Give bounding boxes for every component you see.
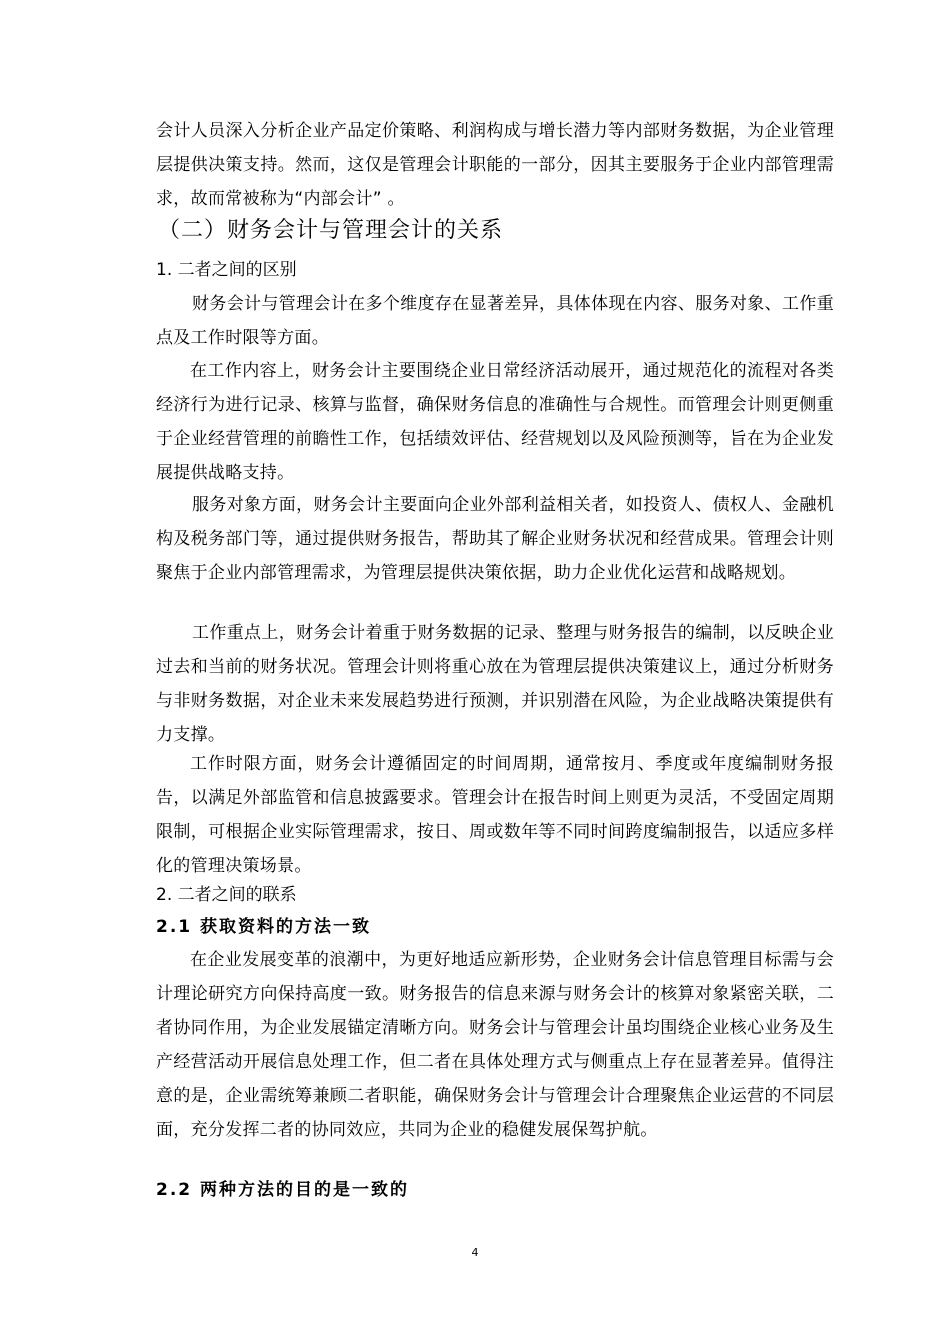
paragraph-differences-overview: 财务会计与管理会计在多个维度存在显著差异，具体体现在内容、服务对象、工作重点及工作时限等方面。 xyxy=(156,294,834,348)
subsection-heading-2-1: 2.1 获取资料的方法一致 xyxy=(156,917,372,937)
paragraph-data-acquisition: 在企业发展变革的浪潮中，为更好地适应新形势，企业财务会计信息管理目标需与会计理论研究方向保持高度一致。财务报告的信息来源与财务会计的核算对象紧密关联，二者协同作用，为企业发展锚定清晰方向。财务会计与管理会计虽均围绕企业核心业务及生产经营活动开展信息处理工作，但二者在具体处理方式与侧重点上存在显著差异。值得注意的是，企业需统筹兼顾二者职能，确保财务会计与管理会计合理聚焦企业运营的不同层面，充分发挥二者的协同效应，共同为企业的稳健发展保驾护航。 xyxy=(156,950,834,1140)
paragraph-service-targets: 服务对象方面，财务会计主要面向企业外部利益相关者，如投资人、债权人、金融机构及税务部门等，通过提供财务报告，帮助其了解企业财务状况和经营成果。管理会计则聚焦于企业内部管理需求，为管理层提供决策依据，助力企业优化运营和战略规划。 xyxy=(156,495,834,583)
subsection-heading-differences: 1. 二者之间的区别 xyxy=(156,260,297,280)
paragraph-time-limits: 工作时限方面，财务会计遵循固定的时间周期，通常按月、季度或年度编制财务报告，以满足外部监管和信息披露要求。管理会计在报告时间上则更为灵活，不受固定周期限制，可根据企业实际管理需求，按日、周或数年等不同时间跨度编制报告，以适应多样化的管理决策场景。 xyxy=(156,754,834,876)
section-heading: （二）财务会计与管理会计的关系 xyxy=(158,218,504,243)
paragraph-work-focus: 工作重点上，财务会计着重于财务数据的记录、整理与财务报告的编制，以反映企业过去和当前的财务状况。管理会计则将重心放在为管理层提供决策建议上，通过分析财务与非财务数据，对企业未来发展趋势进行预测，并识别潜在风险，为企业战略决策提供有力支撑。 xyxy=(156,623,834,745)
subsection-heading-2-2: 2.2 两种方法的目的是一致的 xyxy=(156,1180,410,1200)
page-number: 4 xyxy=(471,1246,479,1259)
subsection-heading-connections: 2. 二者之间的联系 xyxy=(156,885,297,905)
paragraph-work-content: 在工作内容上，财务会计主要围绕企业日常经济活动展开，通过规范化的流程对各类经济行为进行记录、核算与监督，确保财务信息的准确性与合规性。而管理会计则更侧重于企业经营管理的前瞻性工作，包括绩效评估、经营规划以及风险预测等，旨在为企业发展提供战略支持。 xyxy=(156,361,834,483)
intro-paragraph: 会计人员深入分析企业产品定价策略、利润构成与增长潜力等内部财务数据，为企业管理层提供决策支持。然而，这仅是管理会计职能的一部分，因其主要服务于企业内部管理需求，故而常被称为“内部会计” 。 xyxy=(156,121,834,209)
